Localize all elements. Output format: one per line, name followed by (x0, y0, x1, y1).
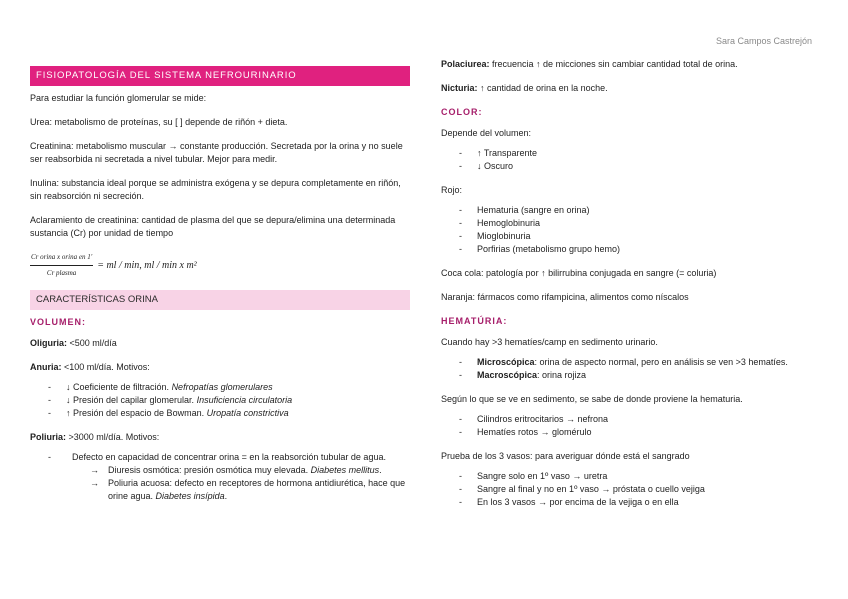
list-item (90, 477, 410, 503)
urea-paragraph: Urea: metabolismo de proteínas, su [ ] depende de riñón + dieta. (30, 117, 288, 127)
anuria-label: Anuria: (30, 362, 62, 372)
list-item: - Cilindros eritrocitarios → nefrona (459, 413, 813, 426)
list-item-italic: Uropatía constrictiva (206, 408, 289, 418)
nicturia-paragraph (441, 82, 813, 95)
volumen-heading: VOLUMEN: (30, 317, 86, 327)
list-item: - Hemoglobinuria (459, 217, 813, 230)
list-item: - En los 3 vasos → por encima de la vejiga o en ella (459, 496, 813, 509)
list-item-suffix: . (224, 491, 228, 501)
oliguria-text: <500 ml/día (67, 338, 117, 348)
anuria-list (30, 381, 410, 420)
list-item (48, 407, 410, 420)
intro-paragraph: Para estudiar la función glomerular se mide: (30, 93, 207, 103)
poliuria-paragraph (30, 431, 410, 444)
formula-numerator: Cr orina x orina en 1' (30, 251, 93, 266)
poliuria-list (30, 451, 410, 503)
poliuria-label: Poliuria: (30, 432, 67, 442)
list-item: - Sangre solo en 1º vaso → uretra (459, 470, 813, 483)
list-item: - Hematuria (sangre en orina) (459, 204, 813, 217)
author-name: Sara Campos Castrejón (715, 36, 812, 46)
list-item (48, 394, 410, 407)
oliguria-label: Oliguria: (30, 338, 68, 348)
left-column (30, 58, 410, 514)
list-item-text: ↑ Presión del espacio de Bowman. (66, 408, 207, 418)
poliuria-text: >3000 ml/día. Motivos: (66, 432, 160, 442)
polaciurea-paragraph (441, 58, 813, 71)
formula-denominator: Cr plasma (46, 269, 77, 277)
list-item-text: : orina rojiza (537, 370, 587, 380)
list-item-text: Poliuria acuosa: defecto en receptores de hormona antidiurética, hace que orine agua. (108, 478, 406, 501)
right-column (441, 58, 813, 520)
list-item-text: : orina de aspecto normal, pero en análisis se ven >3 hematíes. (534, 357, 788, 367)
anuria-paragraph (30, 361, 410, 374)
naranja-paragraph: Naranja: fármacos como rifampicina, alimentos como níscalos (441, 292, 689, 302)
inulina-paragraph: Inulina: substancia ideal porque se administra exógena y se depura completamente en riñón, sin reabsorción ni secreción. (30, 178, 401, 201)
list-item: - Porfirias (metabolismo grupo hemo) (459, 243, 813, 256)
list-item (48, 451, 410, 503)
aclaramiento-paragraph: Aclaramiento de creatinina: cantidad de plasma del que se depura/elimina una determinada sustancia (Cr) por unidad de tiempo (30, 215, 396, 238)
page-title: FISIOPATOLOGÍA DEL SISTEMA NEFROURINARIO (30, 66, 410, 86)
list-item (90, 464, 410, 477)
list-item (48, 381, 410, 394)
list-item: - Mioglobinuria (459, 230, 813, 243)
creatinina-paragraph: Creatinina: metabolismo muscular → constante producción. Secretada por la orina y no suele ser reabsorbida ni secretada a nivel tubular. Mejor para medir. (30, 141, 403, 164)
polaciurea-label: Polaciurea: (441, 59, 490, 69)
formula-fraction (30, 251, 93, 280)
list-item (459, 356, 813, 369)
formula-result: = ml / min, ml / min x m² (97, 260, 197, 271)
nicturia-text: ↑ cantidad de orina en la noche. (477, 83, 608, 93)
list-item: - ↑ Transparente (459, 147, 813, 160)
list-item-text: Defecto en capacidad de concentrar orina = en la reabsorción tubular de agua. (72, 452, 386, 462)
list-item-label: Macroscópica (477, 370, 538, 380)
nicturia-label: Nicturia: (441, 83, 478, 93)
clearance-formula (30, 251, 410, 280)
sedimento-paragraph: Según lo que se ve en sedimento, se sabe de donde proviene la hematuria. (441, 394, 743, 404)
list-item-text: Diuresis osmótica: presión osmótica muy elevada. (108, 465, 311, 475)
hematuria-heading: HEMATÚRIA: (441, 316, 508, 326)
hematuria-intro: Cuando hay >3 hematíes/camp en sedimento urinario. (441, 337, 658, 347)
list-item-text: ↓ Presión del capilar glomerular. (66, 395, 197, 405)
oliguria-paragraph (30, 337, 410, 350)
list-item-italic: Insuficiencia circulatoria (196, 395, 293, 405)
sedimento-list (441, 413, 813, 439)
hematuria-list (441, 356, 813, 382)
vasos-list (441, 470, 813, 509)
color-intro: Depende del volumen: (441, 128, 532, 138)
list-item: - Hematíes rotos → glomérulo (459, 426, 813, 439)
section-caracteristicas-orina: CARACTERÍSTICAS ORINA (30, 290, 410, 310)
list-item (459, 369, 813, 382)
anuria-text: <100 ml/día. Motivos: (61, 362, 150, 372)
list-item-suffix: . (379, 465, 382, 475)
vasos-paragraph: Prueba de los 3 vasos: para averiguar dónde está el sangrado (441, 451, 690, 461)
list-item-italic: Nefropatías glomerulares (171, 382, 273, 392)
color-heading: COLOR: (441, 107, 483, 117)
list-item-label: Microscópica (477, 357, 535, 367)
poliuria-sublist (72, 464, 410, 503)
rojo-list (441, 204, 813, 256)
list-item-italic: Diabetes mellitus (310, 465, 380, 475)
list-item: - Sangre al final y no en 1º vaso → próstata o cuello vejiga (459, 483, 813, 496)
color-list (441, 147, 813, 173)
coca-cola-paragraph: Coca cola: patología por ↑ bilirrubina conjugada en sangre (= coluria) (441, 268, 717, 278)
list-item: - ↓ Oscuro (459, 160, 813, 173)
polaciurea-text: frecuencia ↑ de micciones sin cambiar cantidad total de orina. (489, 59, 738, 69)
list-item-italic: Diabetes insípida (155, 491, 225, 501)
list-item-text: ↓ Coeficiente de filtración. (66, 382, 172, 392)
rojo-label: Rojo: (441, 185, 463, 195)
